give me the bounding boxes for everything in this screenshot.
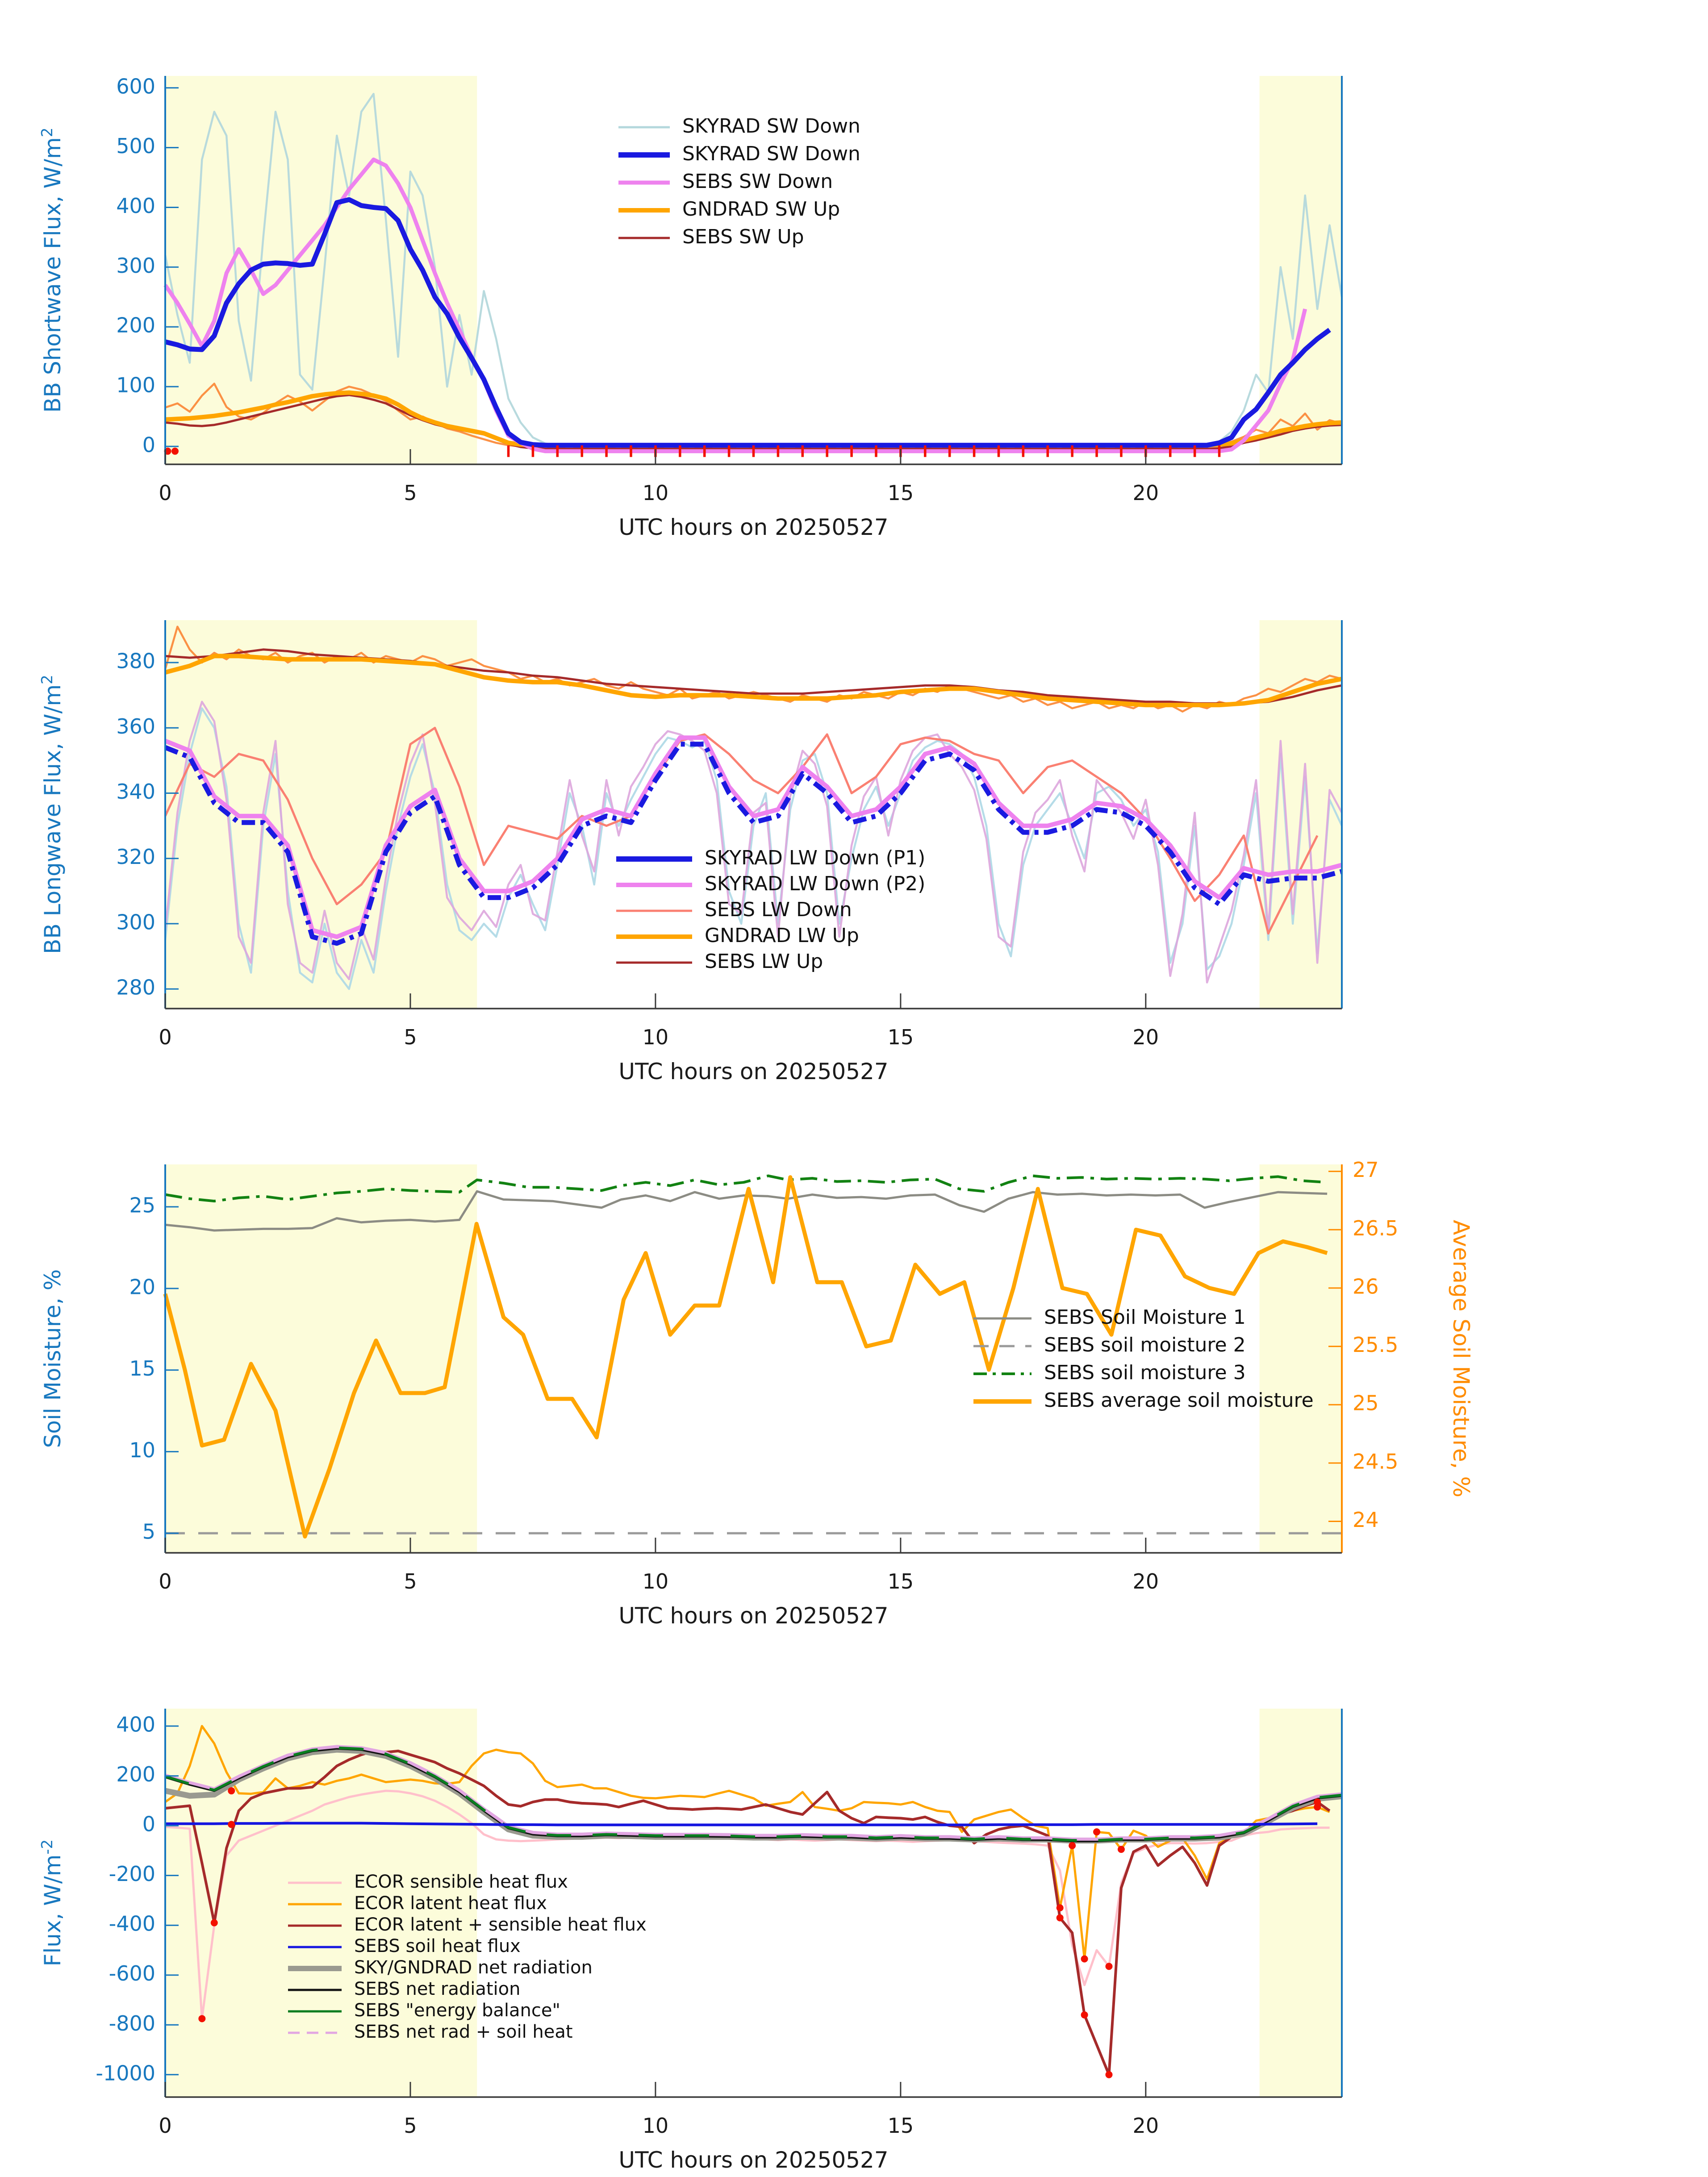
qc-marker — [1194, 446, 1196, 457]
y-tick-label: 10 — [129, 1438, 155, 1462]
x-tick-label: 5 — [404, 1569, 417, 1593]
qc-marker — [679, 446, 681, 457]
qc-marker — [580, 446, 583, 457]
qc-dot-marker — [1105, 2071, 1112, 2078]
y-tick-label: 400 — [116, 1712, 155, 1737]
legend-label: SEBS net radiation — [354, 1979, 521, 1999]
x-tick-label: 0 — [159, 1569, 172, 1593]
y-tick-label: 360 — [116, 714, 155, 738]
y-axis-title: Flux, $W/m^{-2}$ — [38, 1839, 66, 1967]
shaded-band — [165, 76, 477, 464]
qc-dot-marker — [1069, 1842, 1076, 1849]
x-tick-label: 15 — [887, 481, 914, 505]
qc-marker — [1169, 446, 1172, 457]
legend-label: SKY/GNDRAD net radiation — [354, 1957, 593, 1978]
legend-label: GNDRAD LW Up — [705, 924, 859, 947]
bb-shortwave-chart — [0, 0, 1708, 544]
y-tick-label: 300 — [116, 910, 155, 934]
qc-dot-marker — [211, 1919, 218, 1927]
qc-dot-marker — [1314, 1803, 1321, 1810]
legend-label: SEBS Soil Moisture 1 — [1044, 1306, 1246, 1329]
qc-marker — [507, 446, 510, 457]
qc-marker — [728, 446, 731, 457]
legend-label: SEBS SW Up — [682, 225, 804, 248]
legend-label: SEBS "energy balance" — [354, 2000, 560, 2021]
qc-dot-marker — [1093, 1828, 1100, 1835]
x-tick-label: 5 — [404, 2114, 417, 2138]
shaded-band — [1260, 1164, 1342, 1553]
qc-dot-marker — [1081, 2011, 1088, 2019]
legend-label: SEBS soil heat flux — [354, 1936, 521, 1956]
x-tick-label: 20 — [1132, 1025, 1159, 1049]
y-tick-label: 0 — [142, 1812, 155, 1836]
qc-dot-marker — [1057, 1904, 1064, 1911]
y-tick-label: 300 — [116, 253, 155, 278]
y-axis-title: Soil Moisture, % — [40, 1269, 66, 1448]
x-tick-label: 20 — [1132, 2114, 1159, 2138]
qc-dot-marker — [1105, 1963, 1112, 1970]
panel-bb-longwave-flux — [0, 544, 1708, 1088]
y-tick-label: 380 — [116, 649, 155, 673]
qc-marker — [1047, 446, 1049, 457]
x-tick-label: 10 — [642, 1025, 669, 1049]
qc-marker — [532, 446, 535, 457]
y-tick-label: 0 — [142, 433, 155, 457]
y-tick-label: -400 — [109, 1911, 155, 1936]
x-tick-label: 15 — [887, 2114, 914, 2138]
y-tick-label: 320 — [116, 845, 155, 869]
y-tick-label: -800 — [109, 2011, 155, 2035]
legend-label: ECOR latent heat flux — [354, 1893, 547, 1914]
y-tick-label: 15 — [129, 1356, 155, 1381]
y-axis-title: BB Shortwave Flux, $W/m^2$ — [38, 127, 66, 413]
qc-marker — [777, 446, 780, 457]
qc-marker — [924, 446, 927, 457]
qc-dot-marker — [1081, 1955, 1088, 1962]
x-tick-label: 0 — [159, 1025, 172, 1049]
panel-surface-energy-flux — [0, 1633, 1708, 2177]
soil-moisture-chart — [0, 1088, 1708, 1633]
y2-tick-label: 26.5 — [1353, 1216, 1399, 1240]
y-tick-label: 500 — [116, 134, 155, 158]
x-tick-label: 5 — [404, 1025, 417, 1049]
y-tick-label: 100 — [116, 373, 155, 397]
panel-soil-moisture — [0, 1088, 1708, 1633]
qc-dot-marker — [171, 448, 179, 455]
qc-dot-marker — [1118, 1846, 1125, 1853]
qc-marker — [875, 446, 877, 457]
y2-tick-label: 26 — [1353, 1274, 1379, 1299]
x-tick-label: 5 — [404, 481, 417, 505]
qc-dot-marker — [198, 2015, 205, 2022]
qc-marker — [1022, 446, 1025, 457]
x-axis-title: UTC hours on 20250527 — [618, 2147, 889, 2173]
legend-label: SEBS LW Up — [705, 950, 823, 973]
legend-label: SKYRAD SW Down — [682, 115, 860, 138]
qc-marker — [1120, 446, 1123, 457]
legend-label: SEBS soil moisture 2 — [1044, 1334, 1246, 1356]
y-tick-label: -200 — [109, 1862, 155, 1886]
qc-marker — [556, 446, 559, 457]
x-axis-title: UTC hours on 20250527 — [618, 1059, 889, 1084]
x-tick-label: 20 — [1132, 481, 1159, 505]
shaded-band — [1260, 1709, 1342, 2097]
legend-label: SEBS average soil moisture — [1044, 1389, 1314, 1412]
x-axis-title: UTC hours on 20250527 — [618, 1603, 889, 1629]
x-tick-label: 0 — [159, 481, 172, 505]
x-tick-label: 10 — [642, 2114, 669, 2138]
legend-label: SEBS SW Down — [682, 170, 833, 193]
qc-marker — [630, 446, 632, 457]
x-tick-label: 10 — [642, 1569, 669, 1593]
panel-bb-shortwave-flux — [0, 0, 1708, 544]
qc-marker — [826, 446, 828, 457]
qc-dot-marker — [228, 1787, 235, 1794]
x-tick-label: 10 — [642, 481, 669, 505]
y-tick-label: 20 — [129, 1275, 155, 1299]
legend-label: SEBS soil moisture 3 — [1044, 1361, 1246, 1384]
y2-axis-title: Average Soil Moisture, % — [1448, 1220, 1474, 1497]
y-tick-label: 280 — [116, 975, 155, 1000]
y-tick-label: 200 — [116, 313, 155, 338]
shaded-band — [165, 620, 477, 1009]
qc-dot-marker — [1057, 1914, 1064, 1921]
qc-marker — [973, 446, 976, 457]
qc-marker — [1218, 446, 1221, 457]
y-tick-label: 5 — [142, 1519, 155, 1544]
y2-tick-label: 24 — [1353, 1507, 1379, 1532]
y2-tick-label: 25.5 — [1353, 1333, 1399, 1357]
y2-tick-label: 25 — [1353, 1391, 1379, 1415]
y-tick-label: 340 — [116, 779, 155, 804]
legend-label: ECOR sensible heat flux — [354, 1872, 568, 1892]
y-tick-label: 400 — [116, 193, 155, 218]
qc-marker — [998, 446, 1000, 457]
qc-dot-marker — [228, 1821, 235, 1828]
y-tick-label: 25 — [129, 1193, 155, 1218]
y-tick-label: -600 — [109, 1961, 155, 1986]
qc-marker — [1095, 446, 1098, 457]
legend-label: GNDRAD SW Up — [682, 198, 840, 221]
x-tick-label: 15 — [887, 1025, 914, 1049]
bb-longwave-chart — [0, 544, 1708, 1088]
legend-label: ECOR latent + sensible heat flux — [354, 1914, 647, 1935]
qc-marker — [605, 446, 608, 457]
legend-label: SEBS net rad + soil heat — [354, 2022, 573, 2042]
legend-label: SKYRAD LW Down (P1) — [705, 847, 926, 869]
y-tick-label: 600 — [116, 74, 155, 99]
x-axis-title: UTC hours on 20250527 — [618, 514, 889, 540]
qc-marker — [802, 446, 804, 457]
qc-marker — [850, 446, 853, 457]
y2-tick-label: 27 — [1353, 1158, 1379, 1182]
x-tick-label: 15 — [887, 1569, 914, 1593]
qc-marker — [948, 446, 951, 457]
y2-tick-label: 24.5 — [1353, 1449, 1399, 1474]
legend-label: SEBS LW Down — [705, 898, 852, 921]
y-tick-label: -1000 — [96, 2061, 155, 2085]
legend-label: SKYRAD SW Down — [682, 142, 860, 165]
legend-label: SKYRAD LW Down (P2) — [705, 872, 926, 895]
qc-marker — [752, 446, 755, 457]
surface-energy-flux-chart — [0, 1633, 1708, 2177]
x-tick-label: 0 — [159, 2114, 172, 2138]
x-tick-label: 20 — [1132, 1569, 1159, 1593]
qc-marker — [703, 446, 706, 457]
y-tick-label: 200 — [116, 1762, 155, 1787]
qc-marker — [1071, 446, 1073, 457]
y-axis-title: BB Longwave Flux, $W/m^2$ — [38, 675, 66, 954]
